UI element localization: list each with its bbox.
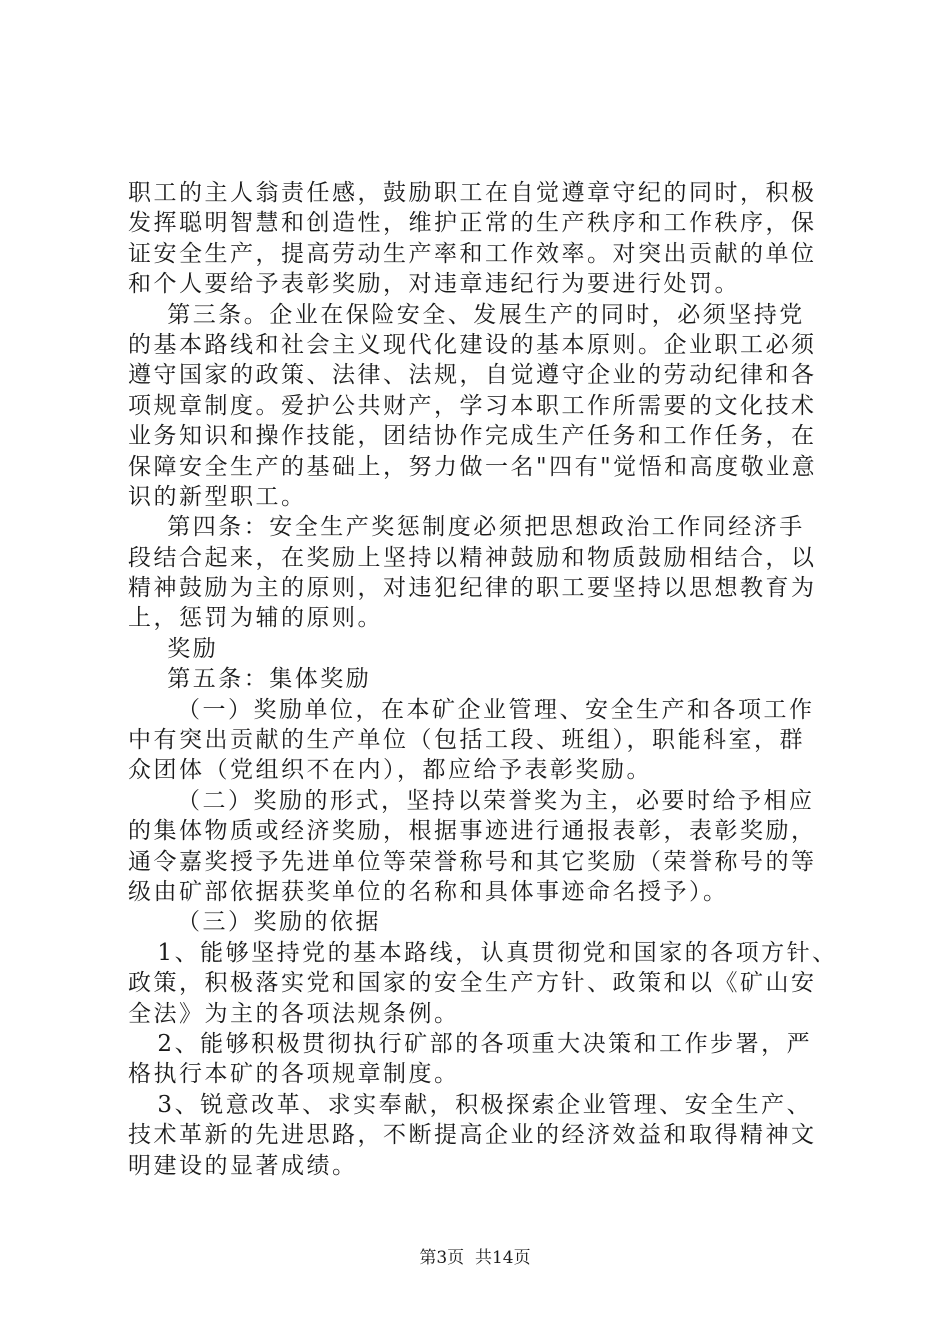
page-number-footer: 第3页 共14页 bbox=[419, 1248, 531, 1268]
text-line: 第三条。企业在保险安全、发展生产的同时，必须坚持党 bbox=[128, 301, 805, 328]
text-line: 中有突出贡献的生产单位（包括工段、班组），职能科室，群 bbox=[128, 727, 805, 754]
text-line: 2、能够积极贯彻执行矿部的各项重大决策和工作步署，严 bbox=[128, 1030, 813, 1057]
text-line: 的基本路线和社会主义现代化建设的基本原则。企业职工必须 bbox=[128, 331, 817, 358]
text-line: 全法》为主的各项法规条例。 bbox=[128, 1000, 460, 1027]
text-line: 遵守国家的政策、法律、法规，自觉遵守企业的劳动纪律和各 bbox=[128, 362, 817, 389]
document-body bbox=[128, 178, 840, 1181]
text-line: 上，惩罚为辅的原则。 bbox=[128, 605, 383, 632]
text-line: 识的新型职工。 bbox=[128, 483, 307, 510]
text-line: 技术革新的先进思路，不断提高企业的经济效益和取得精神文 bbox=[128, 1122, 817, 1149]
text-line: 级由矿部依据获奖单位的名称和具体事迹命名授予）。 bbox=[128, 878, 729, 905]
text-line: 职工的主人翁责任感，鼓励职工在自觉遵章守纪的同时，积极 bbox=[128, 180, 817, 206]
text-line: 第四条：安全生产奖惩制度必须把思想政治工作同经济手 bbox=[128, 514, 805, 541]
text-line: 1、能够坚持党的基本路线，认真贯彻党和国家的各项方针、 bbox=[128, 939, 838, 966]
text-line: （一）奖励单位，在本矿企业管理、安全生产和各项工作 bbox=[128, 696, 815, 723]
text-line: 段结合起来，在奖励上坚持以精神鼓励和物质鼓励相结合，以 bbox=[128, 544, 817, 571]
text-line: 精神鼓励为主的原则，对违犯纪律的职工要坚持以思想教育为 bbox=[128, 575, 817, 602]
text-line: 和个人要给予表彰奖励，对违章违纪行为要进行处罚。 bbox=[128, 271, 740, 298]
text-line: 众团体（党组织不在内），都应给予表彰奖励。 bbox=[128, 757, 652, 784]
text-line: 保障安全生产的基础上，努力做一名"四有"觉悟和高度敬业意 bbox=[128, 453, 818, 480]
text-line: （二）奖励的形式，坚持以荣誉奖为主，必要时给予相应 bbox=[128, 787, 815, 814]
text-line: 证安全生产，提高劳动生产率和工作效率。对突出贡献的单位 bbox=[128, 240, 817, 267]
text-line: 项规章制度。爱护公共财产，学习本职工作所需要的文化技术 bbox=[128, 392, 817, 419]
subsection-heading: （三）奖励的依据 bbox=[128, 909, 382, 936]
text-line: 的集体物质或经济奖励，根据事迹进行通报表彰，表彰奖励， bbox=[128, 818, 817, 845]
text-line: 业务知识和操作技能，团结协作完成生产任务和工作任务，在 bbox=[128, 423, 817, 450]
text-line: 政策，积极落实党和国家的安全生产方针、政策和以《矿山安 bbox=[128, 970, 817, 997]
text-line: 明建设的显著成绩。 bbox=[128, 1152, 358, 1179]
text-line: 格执行本矿的各项规章制度。 bbox=[128, 1061, 460, 1088]
text-line: 发挥聪明智慧和创造性，维护正常的生产秩序和工作秩序，保 bbox=[128, 210, 817, 237]
text-line: 3、锐意改革、求实奉献，积极探索企业管理、安全生产、 bbox=[128, 1091, 813, 1118]
text-line: 通令嘉奖授予先进单位等荣誉称号和其它奖励（荣誉称号的等 bbox=[128, 848, 817, 875]
article-heading: 第五条：集体奖励 bbox=[128, 666, 372, 693]
section-heading: 奖励 bbox=[128, 635, 219, 662]
